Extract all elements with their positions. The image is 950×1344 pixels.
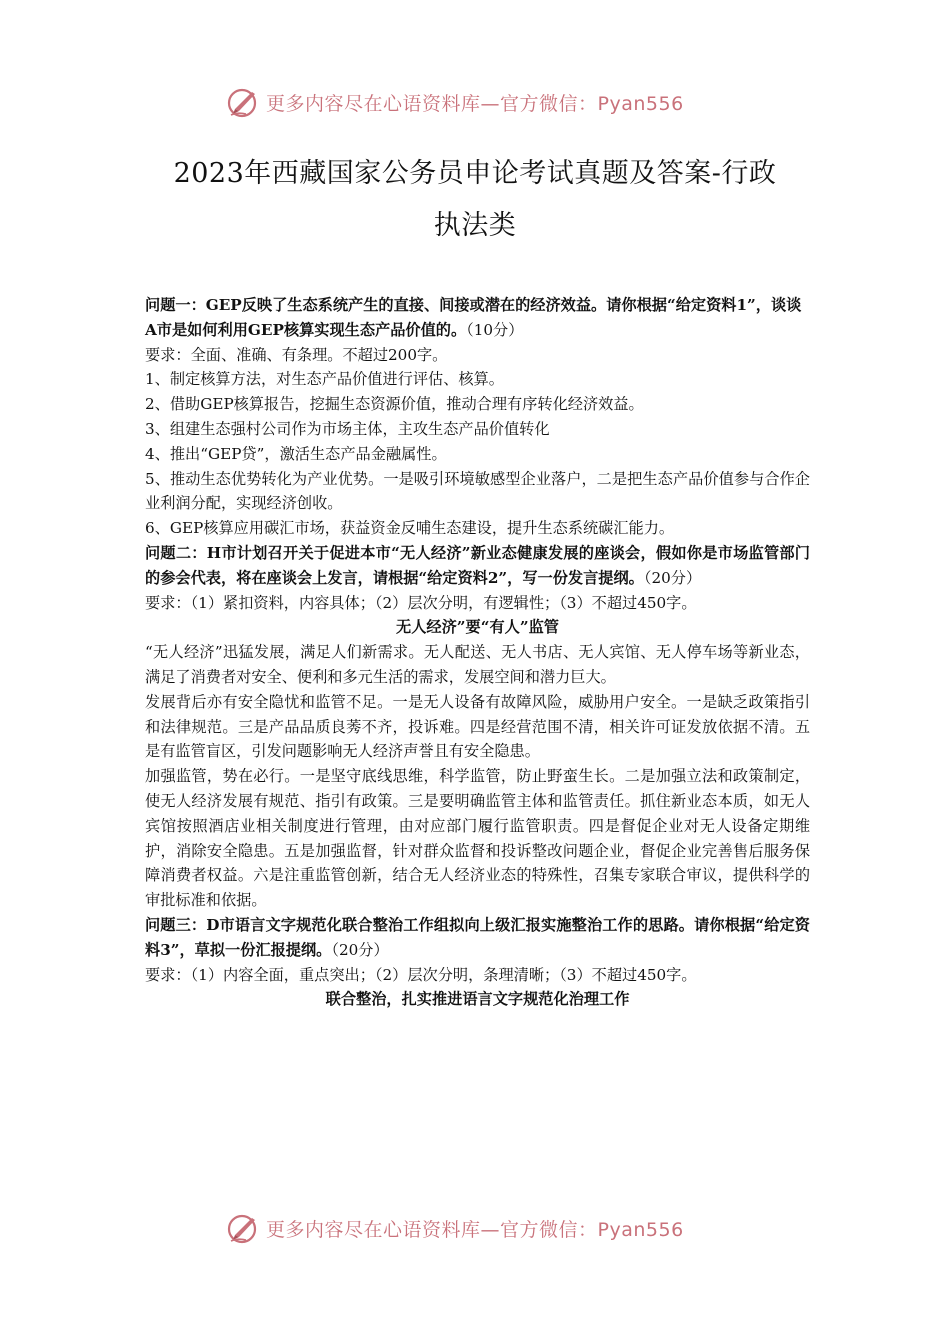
watermark-banner-bottom — [226, 1208, 716, 1248]
answer-3-title: 联合整治，扎实推进语言文字规范化治理工作 — [325, 990, 630, 1009]
document-body — [145, 293, 810, 1012]
title-line-2: 执法类 — [433, 210, 517, 241]
answer-1-item: 1、制定核算方法，对生态产品价值进行评估、核算。 — [145, 370, 504, 389]
question-2-requirement: 要求：（1）紧扣资料，内容具体；（2）层次分明，有逻辑性；（3）不超过450字。 — [145, 593, 697, 612]
answer-2-title: 无人经济”要“有人”监管 — [396, 618, 559, 637]
question-3-requirement: 要求：（1）内容全面，重点突出；（2）层次分明，条理清晰；（3）不超过450字。 — [145, 965, 697, 984]
watermark-banner-top — [226, 82, 716, 122]
question-1: 问题一：GEP反映了生态系统产生的直接、间接或潜在的经济效益。请你根据“给定资料1”，谈谈A市是如何利用GEP核算实现生态产品价值的。（10分） — [145, 296, 802, 339]
answer-1-item: 6、GEP核算应用碳汇市场，获益资金反哺生态建设，提升生态系统碳汇能力。 — [145, 519, 675, 538]
question-3: 问题三：D市语言文字规范化联合整治工作组拟向上级汇报实施整治工作的思路。请你根据“给定资料3”，草拟一份汇报提纲。（20分） — [145, 915, 810, 959]
question-3-score: （20分） — [331, 940, 389, 959]
answer-1-item: 3、组建生态强村公司作为市场主体，主攻生态产品价值转化 — [145, 419, 550, 438]
document-title — [100, 148, 850, 252]
question-1-score: （10分） — [466, 320, 524, 339]
question-1-requirement: 要求：全面、准确、有条理。不超过200字。 — [145, 345, 448, 364]
pen-logo-icon — [226, 1211, 260, 1245]
answer-1-item: 4、推出“GEP贷”，激活生态产品金融属性。 — [145, 444, 447, 463]
question-2-score: （20分） — [643, 568, 702, 587]
answer-2-paragraph: “无人经济”迅猛发展，满足人们新需求。无人配送、无人书店、无人宾馆、无人停车场等新业态，满足了消费者对安全、便利和多元生活的需求，发展空间和潜力巨大。 — [145, 643, 810, 686]
pen-logo-icon — [226, 85, 260, 119]
answer-2-paragraph: 加强监管，势在必行。一是坚守底线思维，科学监管，防止野蛮生长。二是加强立法和政策制定，使无人经济发展有规范、指引有政策。三是要明确监管主体和监管责任。抓住新业态本质，如无人宾馆按照酒店业相关制度进行管理，由对应部门履行监管职责。四是督促企业对无人设备定期维护，消除安全隐患。五是加强监督，针对群众监督和投诉整改问题企业，督促企业完善售后服务保障消费者权益。六是注重监管创新，结合无人经济业态的特殊性，召集专家联合审议，提供科学的审批标准和依据。 — [145, 767, 810, 910]
answer-2-paragraph: 发展背后亦有安全隐忧和监管不足。一是无人设备有故障风险，威胁用户安全。一是缺乏政策指引和法律规范。三是产品品质良莠不齐，投诉难。四是经营范围不清，相关许可证发放依据不清。五是有监管盲区，引发问题影响无人经济声誉且有安全隐患。 — [145, 692, 810, 761]
watermark-text: 更多内容尽在心语资料库—官方微信：Pyan556 — [266, 92, 684, 115]
answer-1-item: 5、推动生态优势转化为产业优势。一是吸引环境敏感型企业落户，二是把生态产品价值参与合作企业利润分配，实现经济创收。 — [145, 469, 810, 513]
watermark-text: 更多内容尽在心语资料库—官方微信：Pyan556 — [266, 1218, 684, 1241]
question-2: 问题二：H市计划召开关于促进本市“无人经济”新业态健康发展的座谈会，假如你是市场监管部门的参会代表，将在座谈会上发言，请根据“给定资料2”，写一份发言提纲。（20分） — [145, 543, 810, 587]
answer-1-item: 2、借助GEP核算报告，挖掘生态资源价值，推动合理有序转化经济效益。 — [145, 395, 644, 414]
title-line-1: 2023年西藏国家公务员申论考试真题及答案-行政 — [173, 158, 777, 189]
